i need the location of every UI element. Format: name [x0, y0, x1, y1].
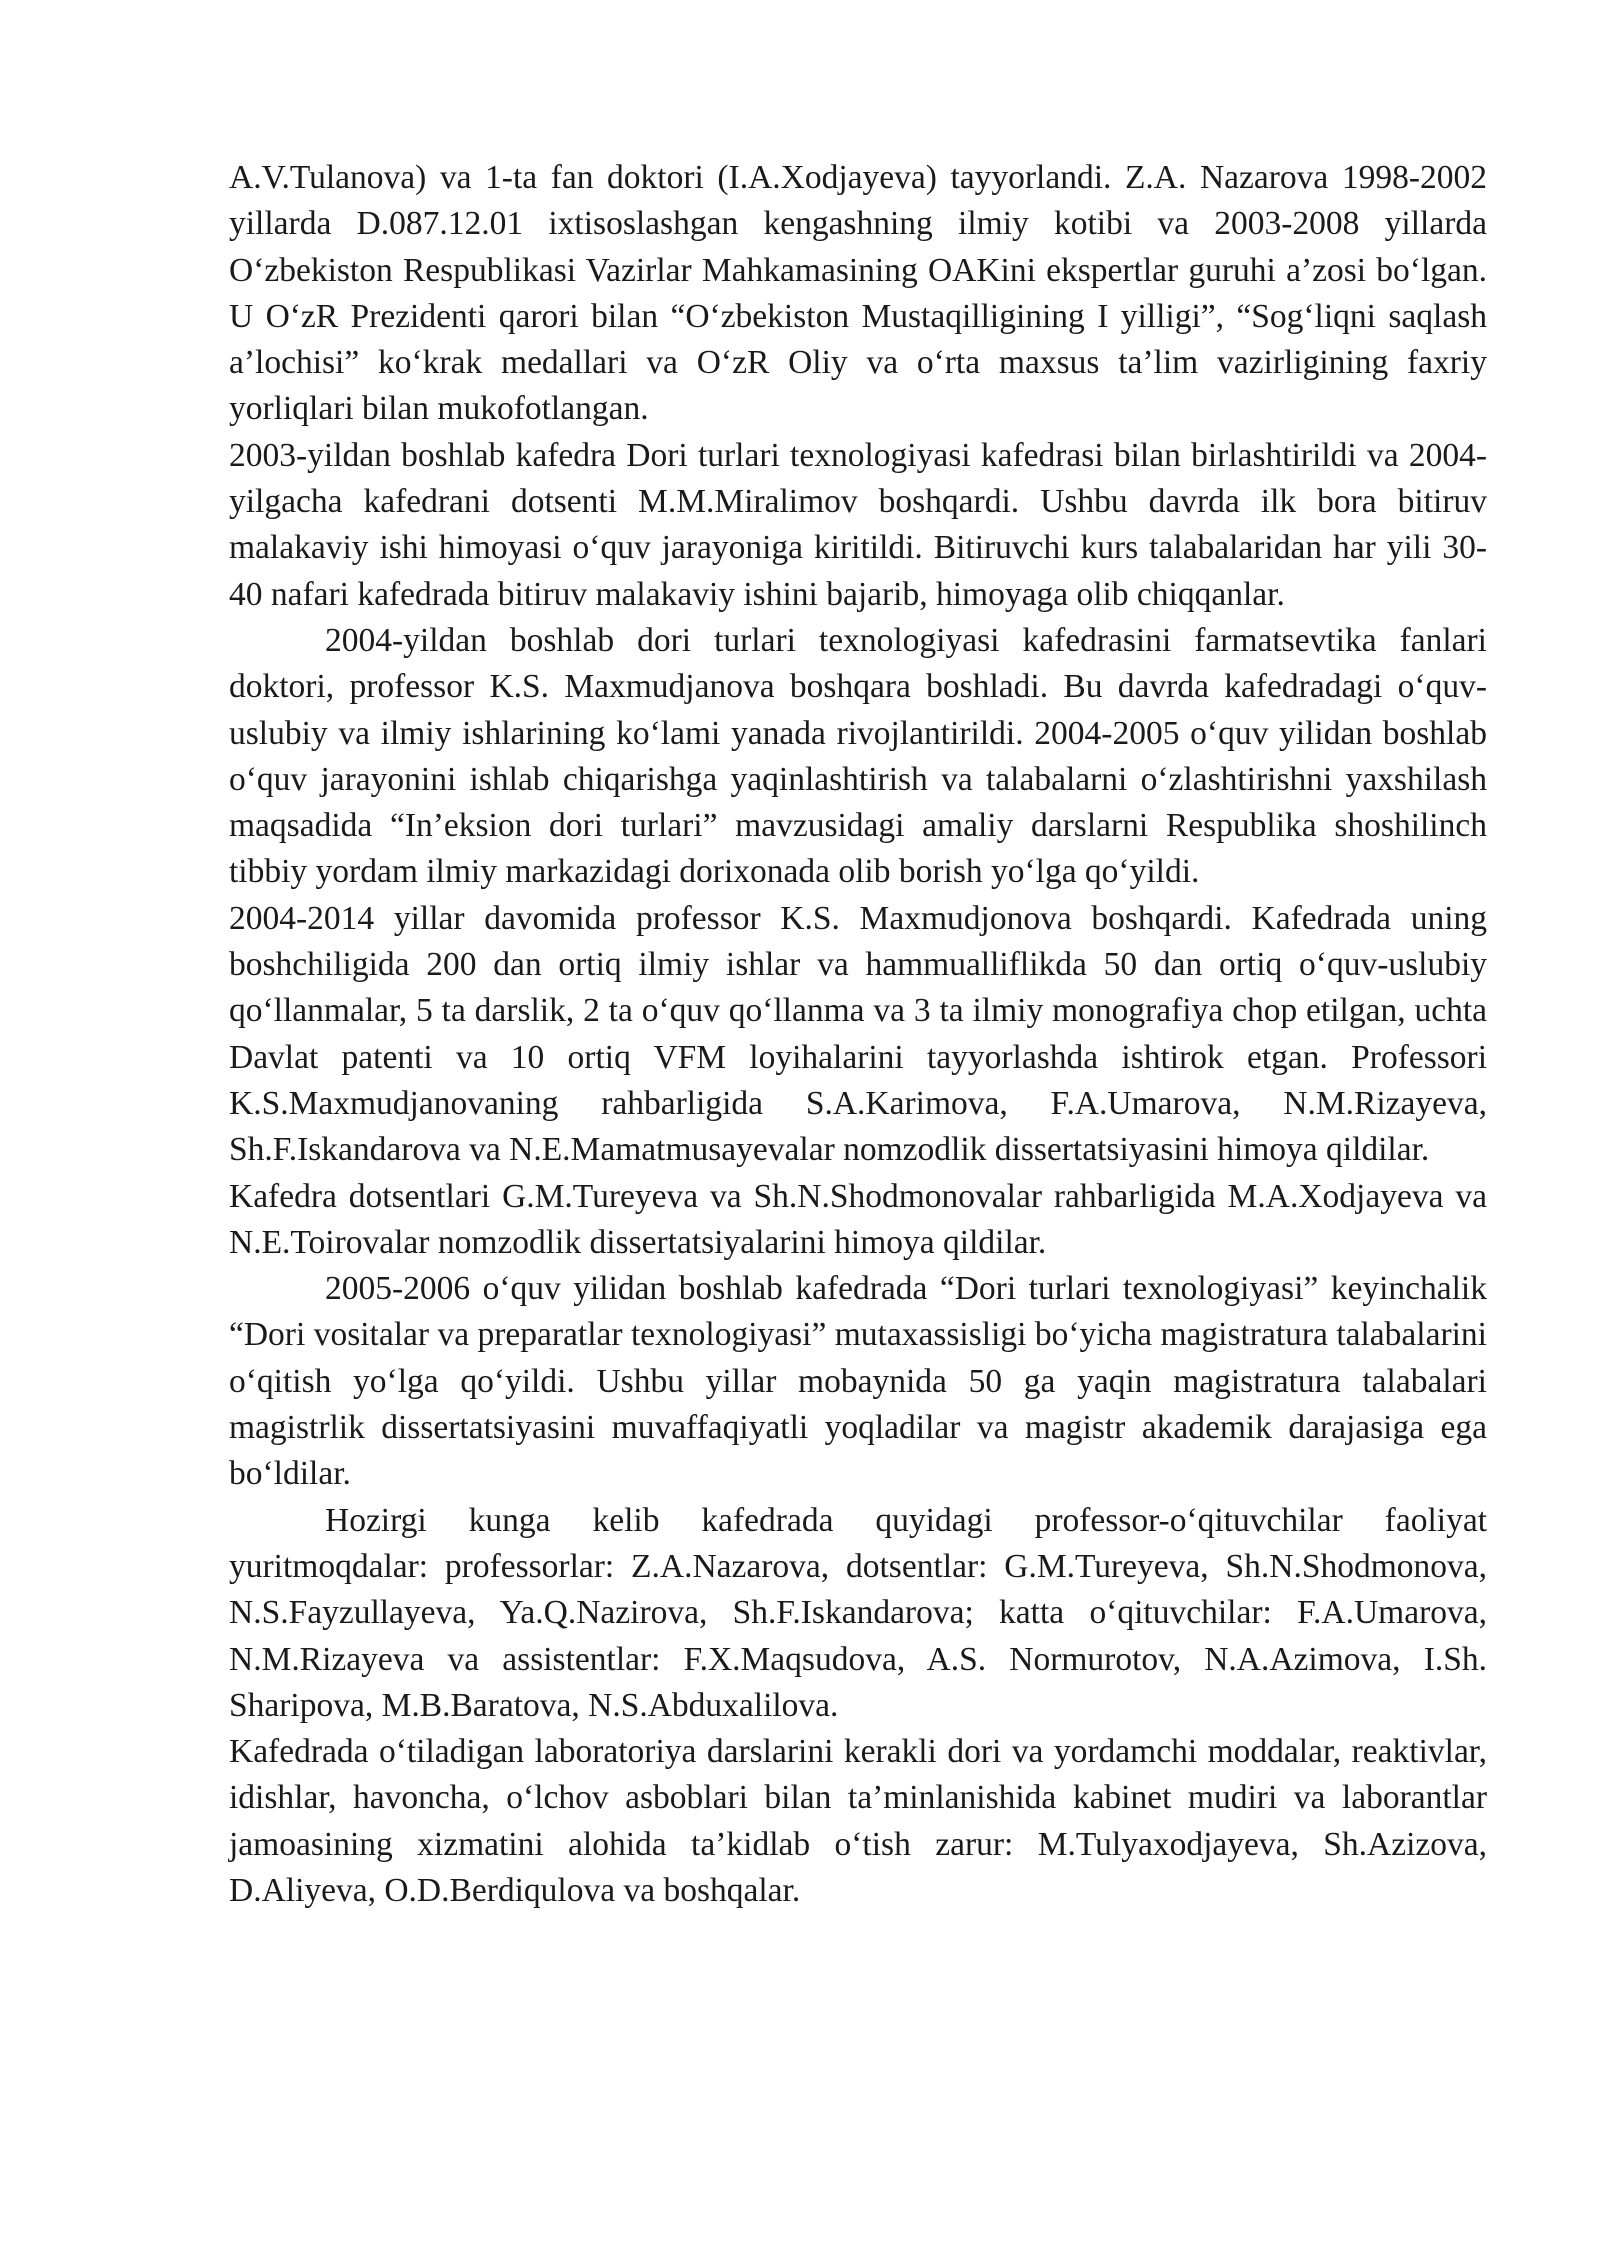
paragraph-1: A.V.Tulanova) va 1-ta fan doktori (I.A.Xodjayeva) tayyorlandi. Z.A. Nazarova 1998-2002 yillarda D.087.12.01 ixtisoslashgan kengashning ilmiy kotibi va 2003-2008 yillarda O‘zbekiston Respublikasi Vazirlar Mahkamasining OAKini ekspertlar guruhi a’zosi bo‘lgan. U O‘zR Prezidenti qarori bilan “O‘zbekiston Mustaqilligining I yilligi”, “Sog‘liqni saqlash a’lochisi” ko‘krak medallari va O‘zR Oliy va o‘rta maxsus ta’lim vazirligining faxriy yorliqlari bilan mukofotlangan. — [229, 159, 1487, 428]
paragraph-4: 2004-2014 yillar davomida professor K.S. Maxmudjonova boshqardi. Kafedrada uning boshchiligida 200 dan ortiq ilmiy ishlar va hammualliflikda 50 dan ortiq o‘quv-uslubiy qo‘llanmalar, 5 ta darslik, 2 ta o‘quv qo‘llanma va 3 ta ilmiy monografiya chop etilgan, uchta Davlat patenti va 10 ortiq VFM loyihalarini tayyorlashda ishtirok etgan. Professori K.S.Maxmudjanovaning rahbarligida S.A.Karimova, F.A.Umarova, N.M.Rizayeva, Sh.F.Iskandarova va N.E.Mamatmusayevalar nomzodlik dissertatsiyasini himoya qildilar. — [229, 899, 1487, 1169]
document-page — [229, 155, 1487, 1914]
paragraph-7: Hozirgi kunga kelib kafedrada quyidagi professor-o‘qituvchilar faoliyat yuritmoqdalar: professorlar: Z.A.Nazarova, dotsentlar: G.M.Tureyeva, Sh.N.Shodmonova, N.S.Fayzullayeva, Ya.Q.Nazirova, Sh.F.Iskandarova; katta o‘qituvchilar: F.A.Umarova, N.M.Rizayeva va assistentlar: F.X.Maqsudova, A.S. Normurotov, N.A.Azimova, I.Sh. Sharipova, M.B.Baratova, N.S.Abduxalilova. — [229, 1501, 1487, 1724]
paragraph-3: 2004-yildan boshlab dori turlari texnologiyasi kafedrasini farmatsevtika fanlari doktori, professor K.S. Maxmudjanova boshqara boshladi. Bu davrda kafedradagi o‘quv-uslubiy va ilmiy ishlarining ko‘lami yanada rivojlantirildi. 2004-2005 o‘quv yilidan boshlab o‘quv jarayonini ishlab chiqarishga yaqinlashtirish va talabalarni o‘zlashtirishni yaxshilash maqsadida “In’eksion dori turlari” mavzusidagi amaliy darslarni Respublika shoshilinch tibbiy yordam ilmiy markazidagi dorixonada olib borish yo‘lga qo‘yildi. — [229, 621, 1487, 891]
paragraph-5: Kafedra dotsentlari G.M.Tureyeva va Sh.N.Shodmonovalar rahbarligida M.A.Xodjayeva va N.E.Toirovalar nomzodlik dissertatsiyalarini himoya qildilar. — [229, 1177, 1487, 1261]
paragraph-6: 2005-2006 o‘quv yilidan boshlab kafedrada “Dori turlari texnologiyasi” keyinchalik “Dori vositalar va preparatlar texnologiyasi” mutaxassisligi bo‘yicha magistratura talabalarini o‘qitish yo‘lga qo‘yildi. Ushbu yillar mobaynida 50 ga yaqin magistratura talabalari magistrlik dissertatsiyasini muvaffaqiyatli yoqladilar va magistr akademik darajasiga ega bo‘ldilar. — [229, 1270, 1487, 1493]
paragraph-8: Kafedrada o‘tiladigan laboratoriya darslarini kerakli dori va yordamchi moddalar, reaktivlar, idishlar, havoncha, o‘lchov asboblari bilan ta’minlanishida kabinet mudiri va laborantlar jamoasining xizmatini alohida ta’kidlab o‘tish zarur: M.Tulyaxodjayeva, Sh.Azizova, D.Aliyeva, O.D.Berdiqulova va boshqalar. — [229, 1733, 1487, 1909]
paragraph-2: 2003-yildan boshlab kafedra Dori turlari texnologiyasi kafedrasi bilan birlashtirildi va 2004-yilgacha kafedrani dotsenti M.M.Miralimov boshqardi. Ushbu davrda ilk bora bitiruv malakaviy ishi himoyasi o‘quv jarayoniga kiritildi. Bitiruvchi kurs talabalaridan har yili 30-40 nafari kafedrada bitiruv malakaviy ishini bajarib, himoyaga olib chiqqanlar. — [229, 436, 1487, 613]
